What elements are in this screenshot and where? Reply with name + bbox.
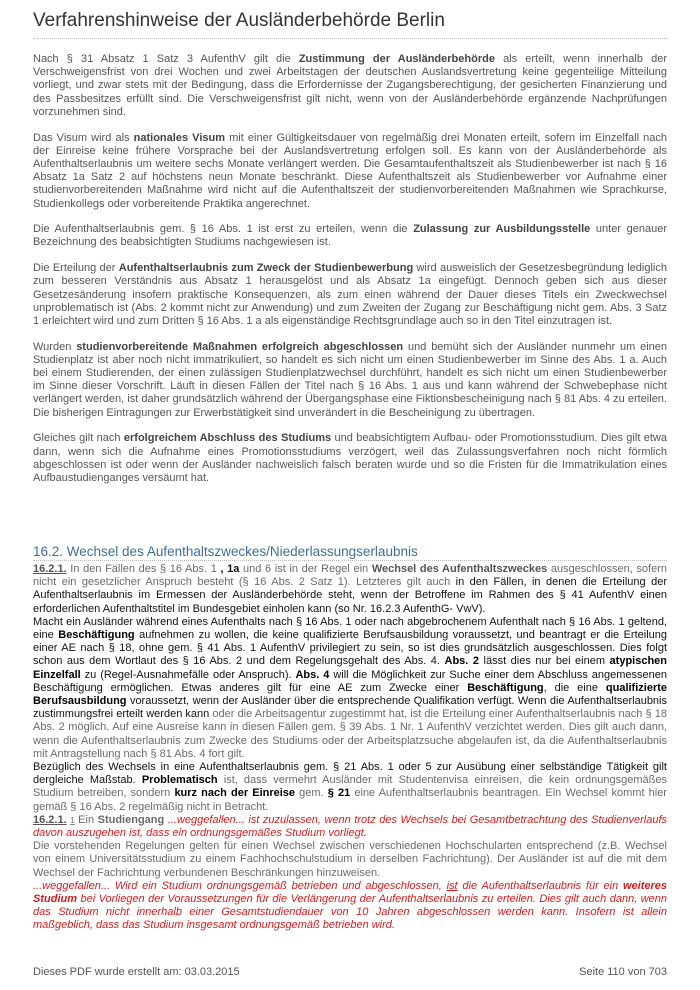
page-title: Verfahrenshinweise der Ausländerbehörde Berlin (33, 10, 667, 39)
text: Wurden (33, 340, 77, 353)
bold-text: weiteres Studium (33, 879, 668, 906)
bold-text: Problematisch (141, 774, 218, 787)
bold-text: Zustimmung der Ausländerbehörde (298, 53, 495, 65)
text: oder die Arbeitsagentur zugestimmt hat, ist die Erteilung einer Aufenthaltserlaubnis nach § 18 Abs. 2 möglich. Auf eine Ausreise kann in diesen Fällen gem. § 39 Abs. 1 Nr. 1 AufenthV verzichtet werden. Dies gilt auch dann, wenn die Aufenthaltserlaubnis zum Zwecke des Studiums oder der Arbeitsplatzsuche abgelaufen ist, da die Aufenthaltserlaubnis mit Antragstellung nach § 81 Abs. 4 fort gilt. (33, 708, 667, 760)
text: eine Aufenthaltserlaubnis beantragen. Ein Wechsel kommt hier gemäß § 16 Abs. 2 regelmäßig nicht in Betracht. (33, 787, 667, 813)
text: Bezüglich des Wechsels in eine Aufenthaltserlaubnis gem. § 21 Abs. 1 oder 5 zur Ausübung einer selbständige Tätigkeit gilt dergleiche Maßstab. (33, 761, 667, 787)
bold-text: studienvorbereitende Maßnahmen erfolgreich abgeschlossen (76, 340, 404, 353)
highlight-text: die Aufenthaltserlaubnis für ein (457, 879, 623, 892)
bold-text: Abs. 4 (295, 668, 330, 681)
section-paragraph (33, 880, 667, 933)
highlight-text: ...weggefallen... Wird ein Studium ordnungsgemäß betrieben und abgeschlossen, (33, 879, 447, 892)
highlight-text: ...weggefallen... ist zuzulassen, wenn trotz des Wechsels bei Gesamtbetrachtung des Studienverlaufs davon auszugehen ist, dass ein ordnungsgemäßes Studium vorliegt. (33, 813, 667, 840)
text: unter genauer Bezeichnung des beabsichtigten Studiums nachgewiesen ist. (33, 223, 668, 249)
text: Macht ein Ausländer während eines Aufenthalts nach § 16 Abs. 1 oder nach abgebrochenem Aufenthalt nach § 16 Abs. 1 geltend, eine (33, 615, 667, 642)
bold-text: Wechsel des Aufenthaltszweckes (371, 563, 548, 575)
subsection-number: 1 (70, 815, 75, 825)
text: in den Fällen, in denen die Erteilung der Aufenthaltserlaubnis im Ermessen der Ausländerbehörde steht, wenn der Betroffene im Rahmen des § 41 AufenthV einen erforderlichen Aufenthaltstitel im Bundesgebiet einholen kann (so Nr. 16.2.3 AufenthG- VwV). (33, 576, 668, 615)
page-footer (33, 966, 667, 978)
bold-text: Zulassung zur Ausbildungsstelle (413, 223, 591, 236)
text: aufnehmen zu wollen, die keine qualifizierte Berufsausbildung voraussetzt, und beantragt er die Erteilung einer AE nach § 18, ohne gem. § 41 Abs. 1 AufenthV privilegiert zu sein, so ist dies grundsätzlich ausgeschlossen. Dies folgt schon aus dem Wortlaut des § 16 Abs. 2 und dem Regelungsgehalt des Abs. 4. (33, 629, 667, 668)
section-number: 16.2.1. (33, 563, 67, 575)
text: gem. (295, 787, 328, 800)
paragraph (33, 223, 667, 249)
bold-text: kurz nach der Einreise (174, 787, 296, 800)
highlight-text: bei Vorliegen der Voraussetzungen für die Verlängerung der Aufenthaltserlaubnis zu erteilen. Dies gilt auch dann, wenn das Studium nicht innerhalb einer Gesamtstudiendauer von 10 Jahren abgeschlossen werden kann. Insofern ist allein maßgeblich, dass das Studium insgesamt ordnungsgemäß betrieben wird. (33, 893, 667, 932)
document-body (33, 53, 667, 498)
bold-text: nationales Visum (133, 131, 225, 144)
bold-text: Beschäftigung (467, 681, 544, 694)
text: Das Visum wird als (33, 131, 134, 144)
text: , die eine (543, 681, 606, 694)
text: mit einer Gültigkeitsdauer von regelmäßig drei Monaten erteilt, sofern im Einzelfall nach der Einreise keine frühere Vorsprache bei der Auslandsvertretung erfolgen soll. Es kann von der Ausländerbehörde als Aufenthaltserlaubnis um weitere sechs Monate verlängert werden. Die Gesamtaufenthaltszeit als Studienbewerber ist nach § 16 Absatz 1a Satz 2 auf höchstens neun Monate beschränkt. Diese Aufenthaltszeit als Studienbewerber vor Aufnahme einer studienvorbereitenden Maßnahme wird nicht auf die Aufenthaltszeit der studienvorbereitenden Maßnahmen wie Sprachkurse, Studienkollegs oder vorbereitende Praktika angerechnet. (33, 131, 667, 210)
text: lässt dies nur bei einem (479, 655, 610, 668)
section-body (33, 563, 667, 933)
bold-text: qualifizierte Berufsausbildung (33, 681, 668, 708)
text: zu (Regel-Ausnahmefälle oder Anspruch). (80, 668, 296, 681)
bold-text: Studiengang (97, 813, 165, 826)
highlight-text: ist (446, 879, 458, 892)
text: Gleiches gilt nach (33, 432, 124, 445)
paragraph (33, 262, 667, 328)
text: In den Fällen des § 16 Abs. 1 (66, 563, 221, 575)
paragraph (33, 53, 667, 119)
text: wird ausweislich der Gesetzesbegründung lediglich zum besseren Verständnis aus Absatz 1 herausgelöst und als Absatz 1a eingefügt. Dennoch geben sich aus dieser Gesetzesänderung insofern praktische Konsequenzen, als zum einen während der Dauer dieses Titels ein Zweckwechsel unproblematisch ist (Abs. 2 kommt nicht zur Anwendung) und zum Zweiten der Zugang zur Beschäftigung nicht gem. Abs. 3 Satz 1 erleichtert wird und zum Dritten § 16 Abs. 1 a als eigenständige Rechtsgrundlage auch so in den Titel einzutragen ist. (33, 262, 667, 327)
text: Die Aufenthaltserlaubnis gem. § 16 Abs. 1 ist erst zu erteilen, wenn die (33, 223, 414, 236)
text: und bemüht sich der Ausländer nunmehr um einen Studienplatz ist aber noch nicht immatrikuliert, so handelt es sich nicht um einen Studienbewerber im Sinne des Abs. 1 a. Auch bei einem Studierenden, der einen zulässigen Studienplatzwechsel durchführt, handelt es sich nicht um einen Studienbewerber im Sinne dieser Vorschrift. Läuft in diesen Fällen der Titel nach § 16 Abs. 1 aus und kann während der Schwebephase nicht verlängert werden, ist daher grundsätzlich während der Übergangsphase eine Fiktionsbescheinigung nach § 81 Abs. 4 zu erteilen. Die bisherigen Eintragungen zur Erwerbstätigkeit sind unverändert in die Bescheinigung zu übertragen. (33, 340, 668, 419)
text: Nach § 31 Absatz 1 Satz 3 AufenthV gilt die (33, 53, 299, 65)
paragraph (33, 341, 667, 420)
paragraph (33, 432, 667, 485)
footer-page-number: Seite 110 von 703 (579, 966, 667, 978)
bold-text: Abs. 2 (444, 655, 479, 668)
bold-text: Aufenthaltserlaubnis zum Zweck der Studienbewerbung (118, 262, 414, 275)
paragraph (33, 132, 667, 211)
text: will die Möglichkeit zur Suche einer dem Abschluss angemessenen Beschäftigung ermöglichen. Etwas anderes gilt für eine AE zum Zwecke einer (33, 668, 667, 694)
section-paragraph (33, 563, 667, 616)
bold-text: Beschäftigung (58, 629, 135, 642)
text: voraussetzt, wenn der Ausländer über die entsprechende Qualifikation verfügt. Wenn die Aufenthaltserlaubnis zustimmungsfrei erteilt werden kann (33, 695, 667, 721)
text: und beabsichtigtem Aufbau- oder Promotionsstudium. Dies gilt etwa dann, wenn sich die Aufnahme eines Promotionsstudiums verzögert, weil das Zulassungsverfahren noch nicht förmlich abgeschlossen ist oder wenn der Ausländer nachweislich falsch beraten wurde und so die Fristen für die Immatrikulation eines Aufbaustudienganges versäumt hat. (33, 432, 667, 484)
text: ausgeschlossen, sofern nicht ein gesetzlicher Anspruch besteht (§ 16 Abs. 2 Satz 1). Letzteres gilt auch (33, 563, 667, 589)
bold-text: erfolgreichem Abschluss des Studiums (123, 432, 332, 445)
section-paragraph (33, 761, 667, 814)
text: Die Erteilung der (33, 262, 119, 275)
section-heading: 16.2. Wechsel des Aufenthaltszweckes/Niederlassungserlaubnis (33, 544, 667, 561)
text: Die vorstehenden Regelungen gelten für einen Wechsel zwischen verschiedenen Hochschularten entsprechend (z.B. Wechsel von einem Universitätsstudium zu einem Fachhochschulstudium in derselben Fachrichtung). Der Ausländer ist auf die mit dem Wechsel der Fachrichtung verbundenen Beschränkungen hinzuweisen. (33, 840, 667, 879)
bold-text: , 1a (220, 563, 240, 575)
text: als erteilt, wenn innerhalb der Verschweigensfrist von drei Wochen und zwei Arbeitstagen der deutschen Auslandsvertretung keine gegenteilige Mitteilung vorliegt, und zwar stets mit der Bedingung, dass die Erfordernisse der Zugangsberechtigung, der gesicherten Finanzierung und des Passbesitzes erfüllt sind. Die Verschweigensfrist gilt nicht, wenn von der Ausländerbehörde ergänzende Nachprüfungen vorzunehmen sind. (33, 53, 667, 118)
text: ist, dass vermehrt Ausländer mit Studentenvisa einreisen, die kein ordnungsgemäßes Studium betreiben, sondern (33, 774, 667, 800)
section-number: 16.2.1. (33, 813, 67, 826)
section-paragraph (33, 616, 667, 761)
text: Ein (74, 813, 98, 826)
bold-text: atypischen Einzelfall (33, 655, 668, 681)
section-paragraph (33, 840, 667, 880)
text: und 6 ist in der Regel ein (239, 563, 372, 575)
bold-text: § 21 (327, 787, 351, 800)
footer-created: Dieses PDF wurde erstellt am: 03.03.2015 (33, 966, 240, 978)
section-paragraph (33, 814, 667, 840)
